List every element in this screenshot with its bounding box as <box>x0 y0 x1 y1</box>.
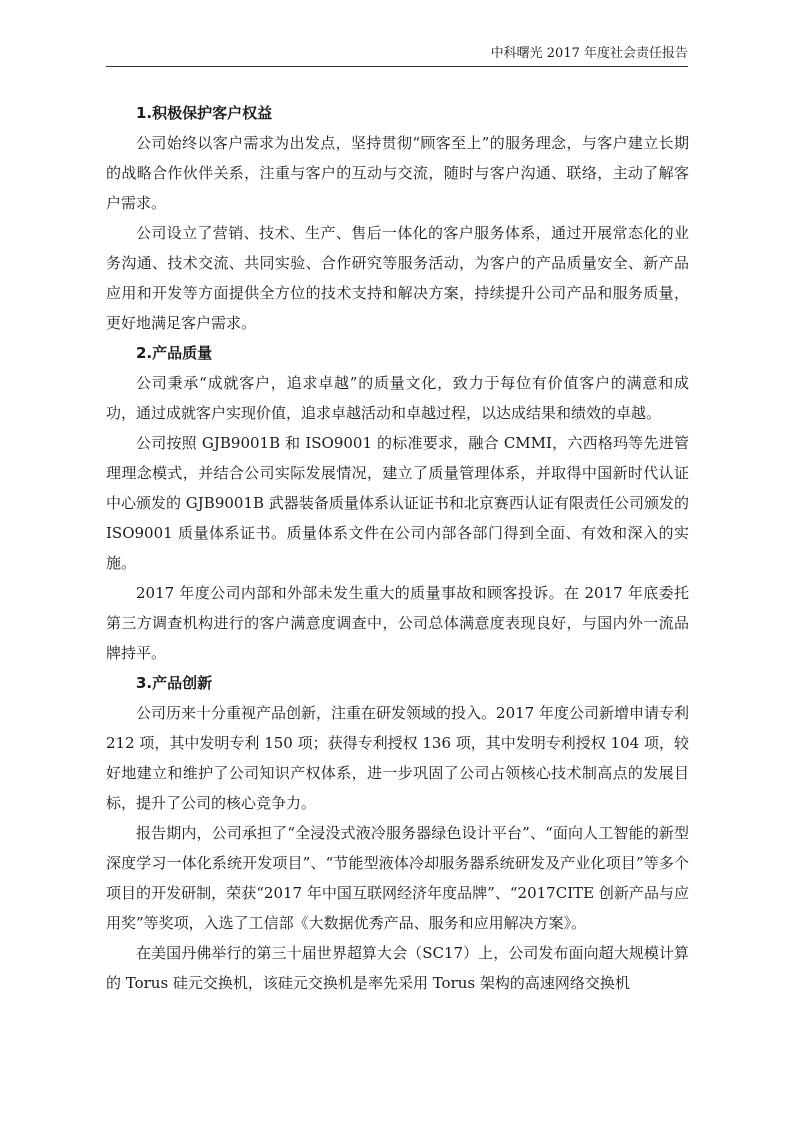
section-heading: 1.积极保护客户权益 <box>136 104 273 122</box>
paragraph: 2017 年度公司内部和外部未发生重大的质量事故和顾客投诉。在 2017 年底委托第三方调查机构进行的客户满意度调查中，公司总体满意度表现良好，与国内外一流品牌持平。 <box>106 584 689 662</box>
paragraph: 公司秉承“成就客户，追求卓越”的质量文化，致力于每位有价值客户的满意和成功，通过成就客户实现价值，追求卓越活动和卓越过程，以达成结果和绩效的卓越。 <box>106 374 689 422</box>
document-body <box>106 98 689 998</box>
paragraph: 报告期内，公司承担了“全浸没式液冷服务器绿色设计平台”、“面向人工智能的新型深度学习一体化系统开发项目”、“节能型液体冷却服务器系统研发及产业化项目”等多个项目的开发研制，荣获“2017 年中国互联网经济年度品牌”、“2017CITE 创新产品与应用奖”等奖项，入选了工信部《大数据优秀产品、服务和应用解决方案》。 <box>106 824 689 932</box>
paragraph: 公司历来十分重视产品创新，注重在研发领域的投入。2017 年度公司新增申请专利 212 项，其中发明专利 150 项；获得专利授权 136 项，其中发明专利授权 104 项，较好地建立和维护了公司知识产权体系，进一步巩固了公司占领核心技术制高点的发展目标，提升了公司的核心竞争力。 <box>106 704 689 812</box>
section-heading: 2.产品质量 <box>136 344 213 362</box>
paragraph: 公司按照 GJB9001B 和 ISO9001 的标准要求，融合 CMMI，六西格玛等先进管理理念模式，并结合公司实际发展情况，建立了质量管理体系，并取得中国新时代认证中心颁发的 GJB9001B 武器装备质量体系认证证书和北京赛西认证有限责任公司颁发的 ISO9001 质量体系证书。质量体系文件在公司内部各部门得到全面、有效和深入的实施。 <box>106 434 689 572</box>
section-product-innovation <box>106 668 689 998</box>
paragraph: 公司设立了营销、技术、生产、售后一体化的客户服务体系，通过开展常态化的业务沟通、技术交流、共同实验、合作研究等服务活动，为客户的产品质量安全、新产品应用和开发等方面提供全方位的技术支持和解决方案，持续提升公司产品和服务质量，更好地满足客户需求。 <box>106 224 689 332</box>
section-product-quality <box>106 338 689 668</box>
section-customer-rights <box>106 98 689 338</box>
paragraph: 公司始终以客户需求为出发点，坚持贯彻“顾客至上”的服务理念，与客户建立长期的战略合作伙伴关系，注重与客户的互动与交流，随时与客户沟通、联络，主动了解客户需求。 <box>106 134 689 212</box>
section-heading: 3.产品创新 <box>136 674 213 692</box>
report-title: 中科曙光 2017 年度社会责任报告 <box>490 46 688 61</box>
page-header <box>106 46 688 67</box>
paragraph: 在美国丹佛举行的第三十届世界超算大会（SC17）上，公司发布面向超大规模计算的 Torus 硅元交换机，该硅元交换机是率先采用 Torus 架构的高速网络交换机 <box>106 944 689 992</box>
